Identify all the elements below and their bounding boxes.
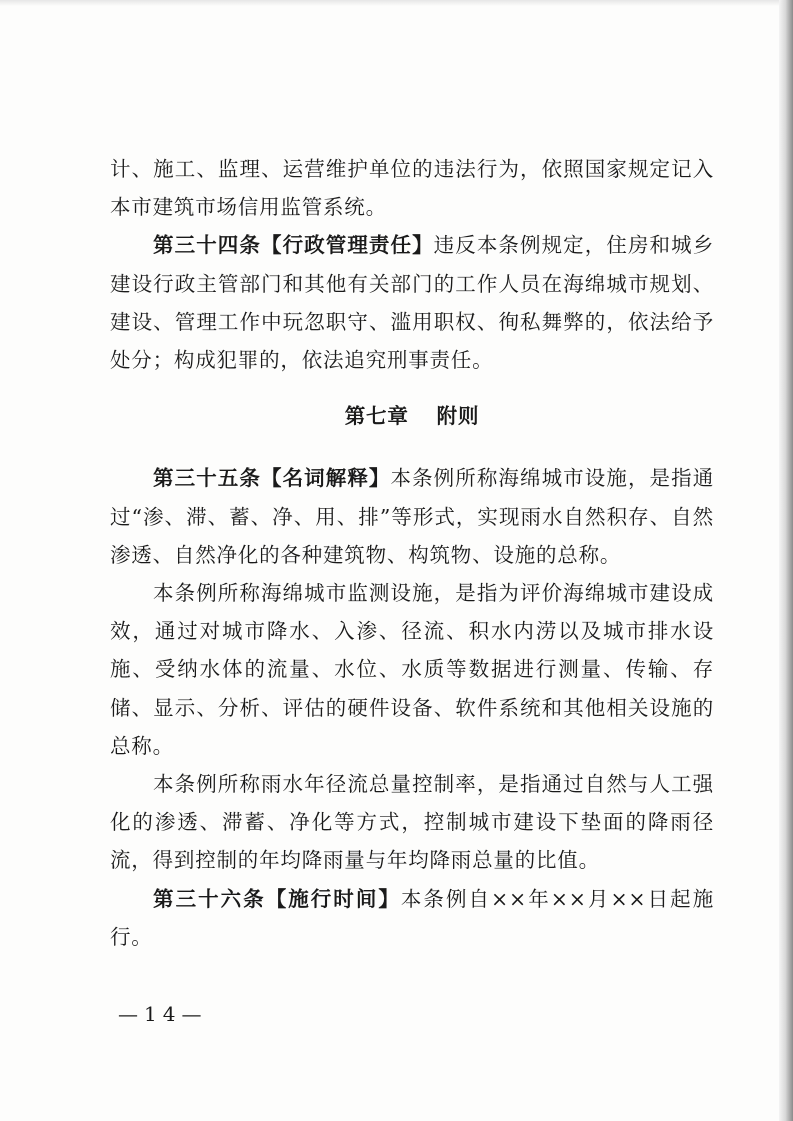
article-35 (110, 459, 714, 574)
intro-text: 计、施工、监理、运营维护单位的违法行为，依照国家规定记入本市建筑市场信用监管系统。 (110, 157, 714, 220)
intro-paragraph (110, 150, 714, 226)
chapter-number: 第七章 (344, 404, 409, 429)
article-34-number: 第三十四条 (153, 233, 261, 258)
article-35-number: 第三十五条 (153, 466, 261, 491)
document-body (110, 150, 714, 956)
scan-edge-right (779, 0, 793, 1121)
article-36-title: 【施行时间】 (265, 886, 401, 911)
article-34-title: 【行政管理责任】 (260, 233, 434, 258)
scan-edge-top (0, 0, 793, 6)
article-34 (110, 226, 714, 379)
article-35-paragraph-2 (110, 574, 714, 765)
article-35-para-2-text: 本条例所称海绵城市监测设施，是指为评价海绵城市建设成效，通过对城市降水、入渗、径流、积水内涝以及城市排水设施、受纳水体的流量、水位、水质等数据进行测量、传输、存储、显示、分析、评估的硬件设备、软件系统和其他相关设施的总称。 (110, 581, 714, 758)
article-35-para-3-text: 本条例所称雨水年径流总量控制率，是指通过自然与人工强化的渗透、滞蓄、净化等方式，控制城市建设下垫面的降雨径流，得到控制的年均降雨量与年均降雨总量的比值。 (110, 772, 714, 873)
article-36 (110, 880, 714, 956)
article-36-number: 第三十六条 (153, 886, 266, 911)
chapter-heading (110, 397, 714, 435)
article-35-title: 【名词解释】 (260, 466, 391, 491)
article-36-text: 本条例自××年××月××日起施行。 (110, 886, 714, 949)
chapter-name: 附则 (436, 404, 480, 429)
article-35-paragraph-3 (110, 765, 714, 880)
article-35-text: 本条例所称海绵城市设施，是指通过“渗、滞、蓄、净、用、排”等形式，实现雨水自然积存、自然渗透、自然净化的各种建筑物、构筑物、设施的总称。 (110, 466, 714, 567)
page-number: —14— (118, 1002, 208, 1026)
article-34-text: 违反本条例规定，住房和城乡建设行政主管部门和其他有关部门的工作人员在海绵城市规划、建设、管理工作中玩忽职守、滥用职权、徇私舞弊的，依法给予处分；构成犯罪的，依法追究刑事责任。 (110, 233, 714, 373)
